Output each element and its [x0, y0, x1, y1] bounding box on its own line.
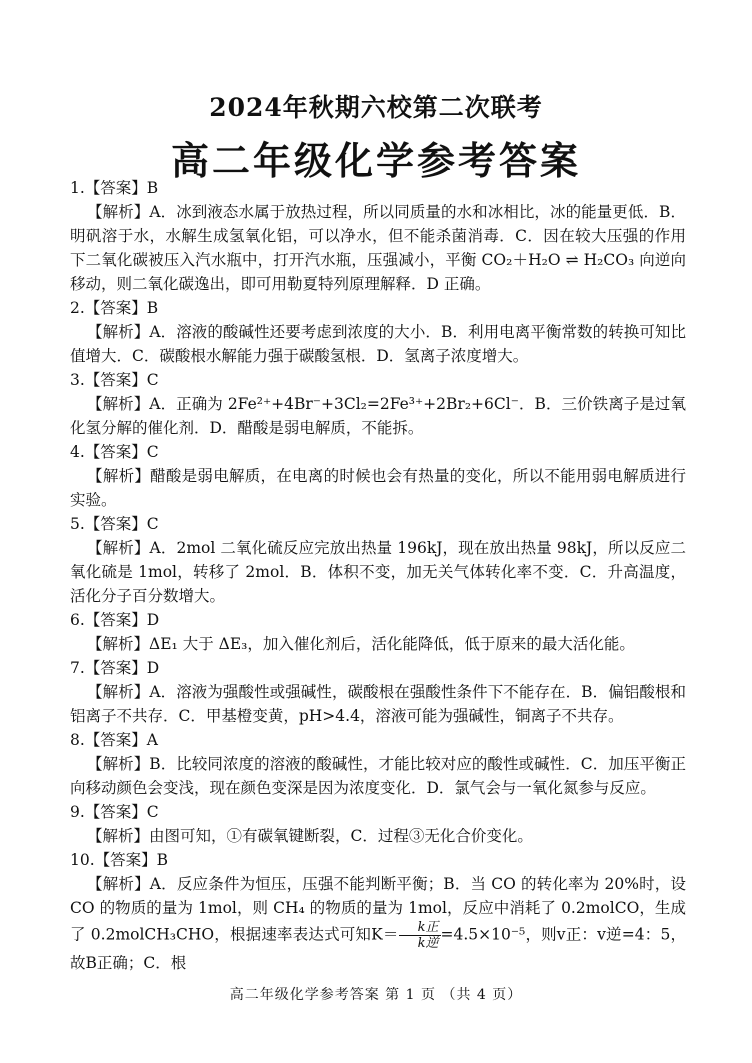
answer-line: 8.【答案】A [70, 731, 158, 749]
answer-item-5 [70, 512, 686, 608]
answer-item-7 [70, 656, 686, 728]
explanation-text [70, 872, 686, 975]
explanation-text: 【解析】ΔE₁ 大于 ΔE₃，加入催化剂后，活化能降低，低于原来的最大活化能。 [87, 635, 635, 653]
explanation-text: 【解析】A．2mol 二氧化硫反应完放出热量 196kJ，现在放出热量 98kJ，所以反应二氧化硫是 1mol，转移了 2mol．B．体积不变，加无关气体转化率不变．C．升高温度，活化分子百分数增大。 [70, 539, 686, 605]
fraction-denominator: k逆 [417, 936, 439, 951]
fraction-numerator: k正 [399, 920, 441, 936]
answer-line: 5.【答案】C [70, 515, 159, 533]
answer-line: 7.【答案】D [70, 659, 160, 677]
answer-line: 4.【答案】C [70, 443, 159, 461]
answer-item-6 [70, 608, 686, 656]
answer-list [70, 176, 686, 975]
explanation-text: 【解析】B．比较同浓度的溶液的酸碱性，才能比较对应的酸性或碱性．C．加压平衡正向移动颜色会变浅，现在颜色变深是因为浓度变化．D．氯气会与一氧化氮参与反应。 [70, 755, 686, 797]
answer-line: 3.【答案】C [70, 371, 159, 389]
exam-subtitle: 2024年秋期六校第二次联考 [209, 93, 543, 122]
formula-lhs: K＝ [371, 925, 399, 944]
answer-item-4 [70, 440, 686, 512]
answer-line: 10.【答案】B [70, 851, 169, 869]
explanation-text: 【解析】由图可知，①有碳氧键断裂，C．过程③无化合价变化。 [87, 827, 533, 845]
explanation-text: 【解析】A．冰到液态水属于放热过程，所以同质量的水和冰相比，冰的能量更低．B．明矾溶于水，水解生成氢氧化铝，可以净水，但不能杀菌消毒．C．因在较大压强的作用下二氧化碳被压入汽水瓶中，打开汽水瓶，压强减小，平衡 CO₂＋H₂O ⇌ H₂CO₃ 向逆向移动，则二氧化碳逸出，即可用勒夏特列原理解释．D 正确。 [70, 203, 686, 293]
answer-item-10 [70, 848, 686, 975]
answer-line: 1.【答案】B [70, 179, 159, 197]
explanation-text: 【解析】醋酸是弱电解质，在电离的时候也会有热量的变化，所以不能用弱电解质进行实验。 [70, 467, 686, 509]
page-footer: 高二年级化学参考答案 第 1 页 （共 4 页） [229, 987, 523, 1003]
rate-constant-fraction [399, 920, 441, 951]
answer-item-2 [70, 296, 686, 368]
answer-item-8 [70, 728, 686, 800]
explanation-part-a: 【解析】A．反应条件为恒压，压强不能判断平衡；B．当 CO 的转化率为 20%时，设 CO 的物质的量为 1mol，则 CH₄ 的物质的量为 1mol，反应中消耗了 0.2molCO，生成了 0.2molCH₃CHO，根据速率表达式可知 [70, 875, 686, 944]
explanation-text: 【解析】A．溶液的酸碱性还要考虑到浓度的大小．B．利用电离平衡常数的转换可知比值增大．C．碳酸根水解能力强于碳酸氢根．D．氢离子浓度增大。 [70, 323, 686, 365]
explanation-text: 【解析】A．溶液为强酸性或强碱性，碳酸根在强酸性条件下不能存在．B．偏铝酸根和铝离子不共存．C．甲基橙变黄，pH>4.4，溶液可能为强碱性，铜离子不共存。 [70, 683, 686, 725]
explanation-part-b: =4.5×10⁻⁵，则v正：v逆=4：5，故B正确；C．根 [70, 925, 686, 972]
explanation-text: 【解析】A．正确为 2Fe²⁺+4Br⁻+3Cl₂=2Fe³⁺+2Br₂+6Cl⁻．B．三价铁离子是过氧化氢分解的催化剂．D．醋酸是弱电解质，不能拆。 [70, 395, 686, 437]
answer-item-1 [70, 176, 686, 296]
answer-item-9 [70, 800, 686, 848]
answer-line: 2.【答案】B [70, 299, 159, 317]
answer-item-3 [70, 368, 686, 440]
answer-line: 9.【答案】C [70, 803, 159, 821]
answer-line: 6.【答案】D [70, 611, 160, 629]
page-title: 高二年级化学参考答案 [170, 138, 581, 183]
